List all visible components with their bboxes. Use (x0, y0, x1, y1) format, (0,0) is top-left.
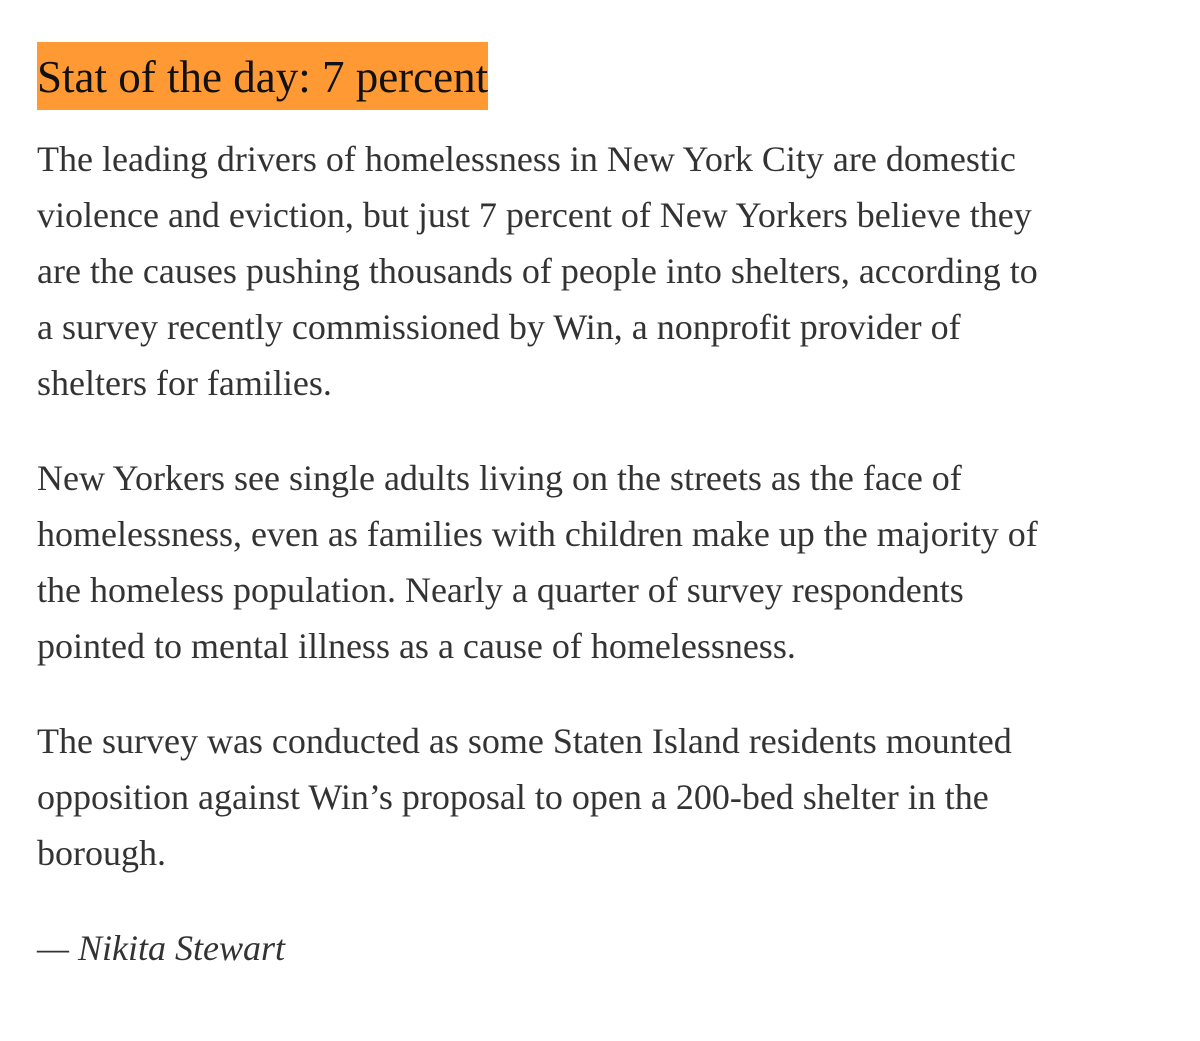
paragraph-line: violence and eviction, but just 7 percent of New Yorkers believe they (37, 195, 1032, 235)
paragraph-line: The leading drivers of homelessness in New York City are domestic (37, 139, 1016, 179)
byline: — Nikita Stewart (37, 928, 286, 968)
paragraph-line: homelessness, even as families with children make up the majority of (37, 514, 1038, 554)
article-paragraph-3 (37, 713, 1187, 881)
paragraph-line: borough. (37, 833, 166, 873)
article-heading: Stat of the day: 7 percent (37, 42, 488, 110)
paragraph-line: pointed to mental illness as a cause of homelessness. (37, 626, 796, 666)
paragraph-line: a survey recently commissioned by Win, a nonprofit provider of (37, 307, 961, 347)
paragraph-line: shelters for families. (37, 363, 332, 403)
paragraph-line: New Yorkers see single adults living on the streets as the face of (37, 458, 962, 498)
article (37, 42, 1187, 976)
paragraph-line: opposition against Win’s proposal to open a 200-bed shelter in the (37, 777, 989, 817)
paragraph-line: the homeless population. Nearly a quarter of survey respondents (37, 570, 964, 610)
paragraph-line: are the causes pushing thousands of people into shelters, according to (37, 251, 1038, 291)
paragraph-line: The survey was conducted as some Staten Island residents mounted (37, 721, 1012, 761)
article-paragraph-2 (37, 450, 1187, 674)
article-paragraph-1 (37, 131, 1187, 411)
